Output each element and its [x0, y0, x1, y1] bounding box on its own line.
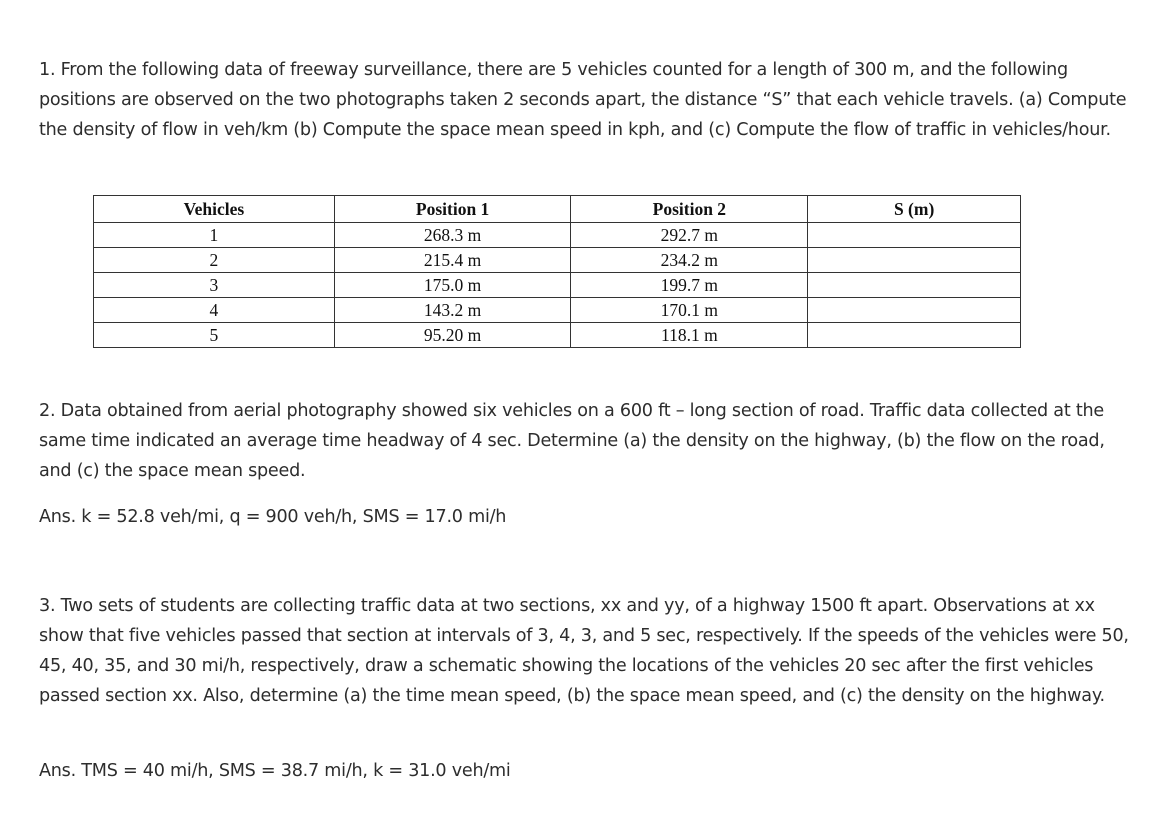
cell-vehicle: 3 [94, 273, 335, 298]
cell-position-1: 268.3 m [334, 223, 571, 248]
cell-position-2: 234.2 m [571, 248, 808, 273]
cell-position-1: 215.4 m [334, 248, 571, 273]
table-row [94, 273, 1021, 298]
header-vehicles: Vehicles [94, 196, 335, 223]
vehicle-position-table [93, 195, 1021, 348]
cell-vehicle: 5 [94, 323, 335, 348]
header-distance-s: S (m) [808, 196, 1021, 223]
cell-distance-s [808, 248, 1021, 273]
cell-position-2: 199.7 m [571, 273, 808, 298]
table-row [94, 298, 1021, 323]
question-2-text: 2. Data obtained from aerial photography showed six vehicles on a 600 ft – long section of road. Traffic data collected at the same time indicated an average time headway of 4 sec. Determine (a) the density on the highway, (b) the flow on the road, and (c) the space mean speed. [39, 401, 1105, 481]
question-3-answer: Ans. TMS = 40 mi/h, SMS = 38.7 mi/h, k = 31.0 veh/mi [39, 761, 511, 781]
cell-position-1: 175.0 m [334, 273, 571, 298]
header-position-1: Position 1 [334, 196, 571, 223]
question-1-text: 1. From the following data of freeway surveillance, there are 5 vehicles counted for a length of 300 m, and the following positions are observed on the two photographs taken 2 seconds apart, the distance “S” that each vehicle travels. (a) Compute the density of flow in veh/km (b) Compute the space mean speed in kph, and (c) Compute the flow of traffic in vehicles/hour. [39, 60, 1127, 140]
cell-position-1: 95.20 m [334, 323, 571, 348]
cell-distance-s [808, 223, 1021, 248]
cell-distance-s [808, 273, 1021, 298]
cell-vehicle: 1 [94, 223, 335, 248]
cell-distance-s [808, 298, 1021, 323]
table-header-row [94, 196, 1021, 223]
cell-position-2: 118.1 m [571, 323, 808, 348]
cell-vehicle: 2 [94, 248, 335, 273]
header-position-2: Position 2 [571, 196, 808, 223]
table-row [94, 323, 1021, 348]
question-3-text: 3. Two sets of students are collecting traffic data at two sections, xx and yy, of a highway 1500 ft apart. Observations at xx show that five vehicles passed that section at intervals of 3, 4, 3, and 5 sec, respectively. If the speeds of the vehicles were 50, 45, 40, 35, and 30 mi/h, respectively, draw a schematic showing the locations of the vehicles 20 sec after the first vehicles passed section xx. Also, determine (a) the time mean speed, (b) the space mean speed, and (c) the density on the highway. [39, 596, 1129, 706]
table-row [94, 248, 1021, 273]
table-row [94, 223, 1021, 248]
cell-vehicle: 4 [94, 298, 335, 323]
cell-position-2: 170.1 m [571, 298, 808, 323]
cell-distance-s [808, 323, 1021, 348]
cell-position-1: 143.2 m [334, 298, 571, 323]
question-2-answer: Ans. k = 52.8 veh/mi, q = 900 veh/h, SMS = 17.0 mi/h [39, 507, 507, 527]
cell-position-2: 292.7 m [571, 223, 808, 248]
